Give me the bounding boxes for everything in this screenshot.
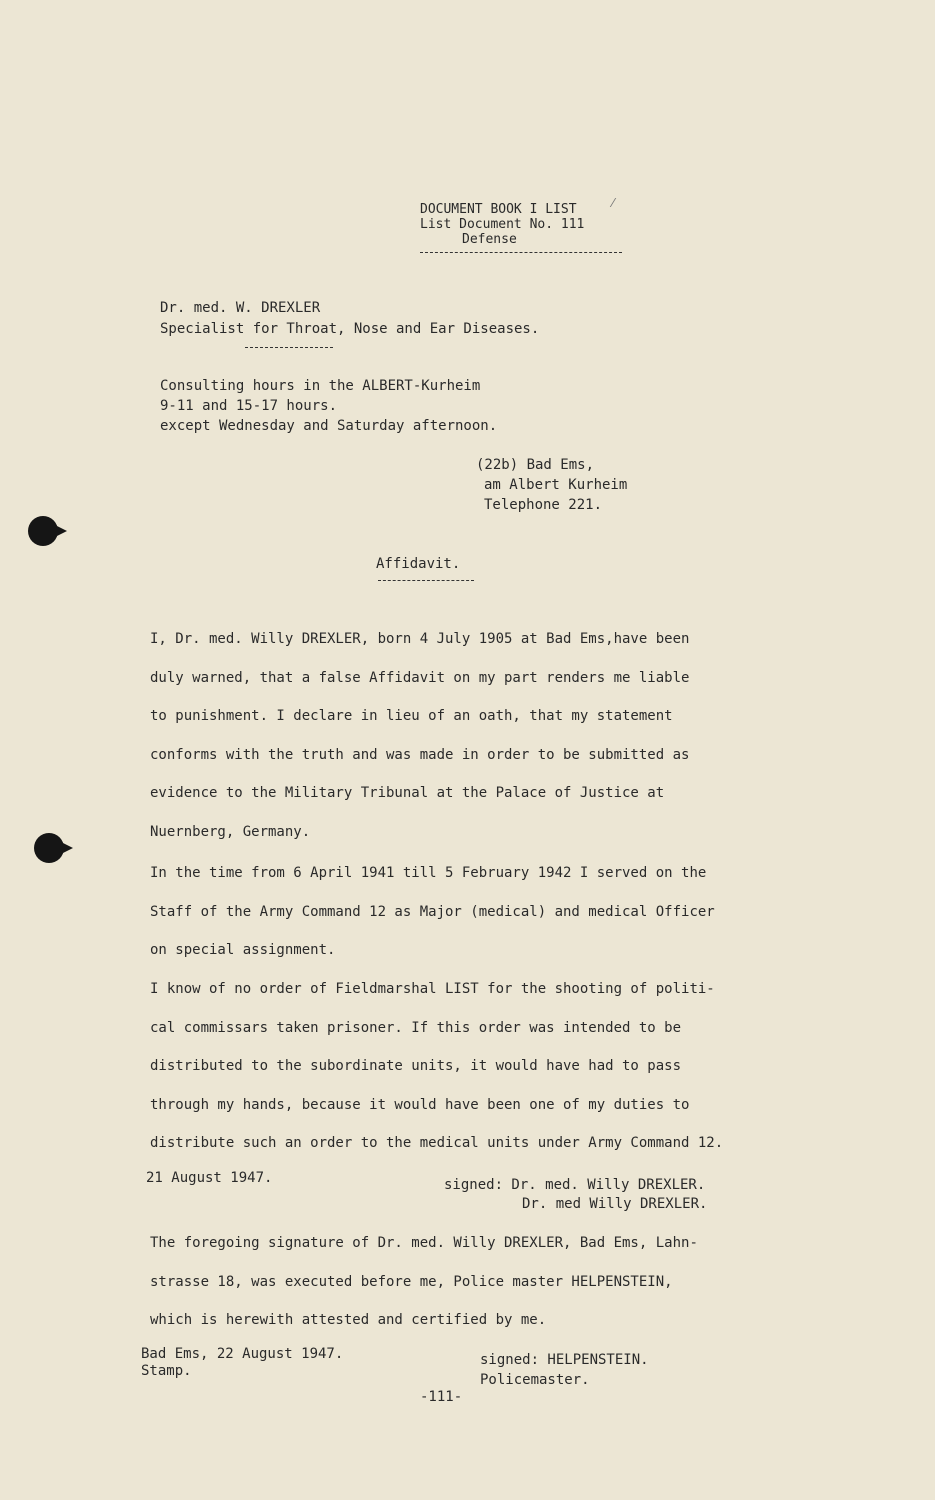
header-divider — [420, 252, 622, 253]
paragraph-service — [150, 854, 830, 970]
paragraph-attestation — [150, 1224, 830, 1340]
footer-date: Bad Ems, 22 August 1947. — [141, 1346, 344, 1362]
footer-title: Policemaster. — [480, 1372, 590, 1388]
text-line: Staff of the Army Command 12 as Major (medical) and medical Officer — [150, 903, 715, 920]
footer-stamp: Stamp. — [141, 1363, 192, 1379]
address — [476, 455, 627, 515]
hours-line-2: 9-11 and 15-17 hours. — [160, 398, 338, 414]
text-line: distribute such an order to the medical units under Army Command 12. — [150, 1135, 724, 1151]
paragraph-order — [150, 970, 830, 1163]
hours-line-1: Consulting hours in the ALBERT-Kurheim — [160, 378, 481, 394]
title-divider — [378, 580, 474, 581]
hours-line-3: except Wednesday and Saturday afternoon. — [160, 418, 498, 434]
pencil-check-icon: ⁄ — [612, 196, 615, 210]
address-line-2: am Albert Kurheim — [484, 477, 628, 493]
page-number: -111- — [420, 1389, 463, 1405]
paragraph-declaration — [150, 620, 830, 851]
text-line: to punishment. I declare in lieu of an oath, that my statement — [150, 708, 673, 724]
text-line: distributed to the subordinate units, it would have had to pass — [150, 1058, 682, 1074]
doctor-letterhead — [160, 298, 539, 340]
text-line: which is herewith attested and certified by me. — [150, 1312, 547, 1328]
address-line-3: Telephone 221. — [484, 497, 603, 513]
doctor-specialty: Specialist for Throat, Nose and Ear Diseases. — [160, 321, 540, 337]
text-line: In the time from 6 April 1941 till 5 February 1942 I served on the — [150, 865, 707, 881]
header-line-3: Defense — [462, 232, 517, 247]
text-line: Nuernberg, Germany. — [150, 823, 311, 840]
address-line-1: (22b) Bad Ems, — [476, 457, 595, 473]
signed-line: signed: Dr. med. Willy DREXLER. — [444, 1177, 706, 1193]
text-line: strasse 18, was executed before me, Police master HELPENSTEIN, — [150, 1273, 673, 1290]
header-line-1: DOCUMENT BOOK I LIST — [420, 202, 577, 217]
text-line: duly warned, that a false Affidavit on my part renders me liable — [150, 669, 690, 686]
doctor-name: Dr. med. W. DREXLER — [160, 300, 321, 316]
punch-hole-icon — [34, 833, 64, 863]
police-signature — [480, 1350, 649, 1390]
header-line-2: List Document No. 111 — [420, 217, 585, 232]
text-line: I know of no order of Fieldmarshal LIST for the shooting of politi- — [150, 981, 715, 997]
text-line: The foregoing signature of Dr. med. Willy DREXLER, Bad Ems, Lahn- — [150, 1235, 698, 1251]
attestation-place-date — [141, 1346, 343, 1380]
text-line: cal commissars taken prisoner. If this order was intended to be — [150, 1019, 682, 1036]
text-line: through my hands, because it would have been one of my duties to — [150, 1096, 690, 1113]
affiant-signature — [444, 1176, 707, 1214]
text-line: on special assignment. — [150, 942, 336, 958]
affidavit-title: Affidavit. — [376, 556, 461, 572]
text-line: conforms with the truth and was made in order to be submitted as — [150, 746, 690, 763]
text-line: evidence to the Military Tribunal at the Palace of Justice at — [150, 785, 665, 801]
letterhead-divider — [245, 347, 333, 348]
footer-signed: signed: HELPENSTEIN. — [480, 1352, 649, 1368]
affidavit-date: 21 August 1947. — [146, 1170, 273, 1186]
signed-name: Dr. med Willy DREXLER. — [522, 1196, 708, 1212]
document-header — [420, 202, 584, 247]
consulting-hours — [160, 376, 497, 436]
text-line: I, Dr. med. Willy DREXLER, born 4 July 1905 at Bad Ems,have been — [150, 631, 690, 647]
punch-hole-icon — [28, 516, 58, 546]
